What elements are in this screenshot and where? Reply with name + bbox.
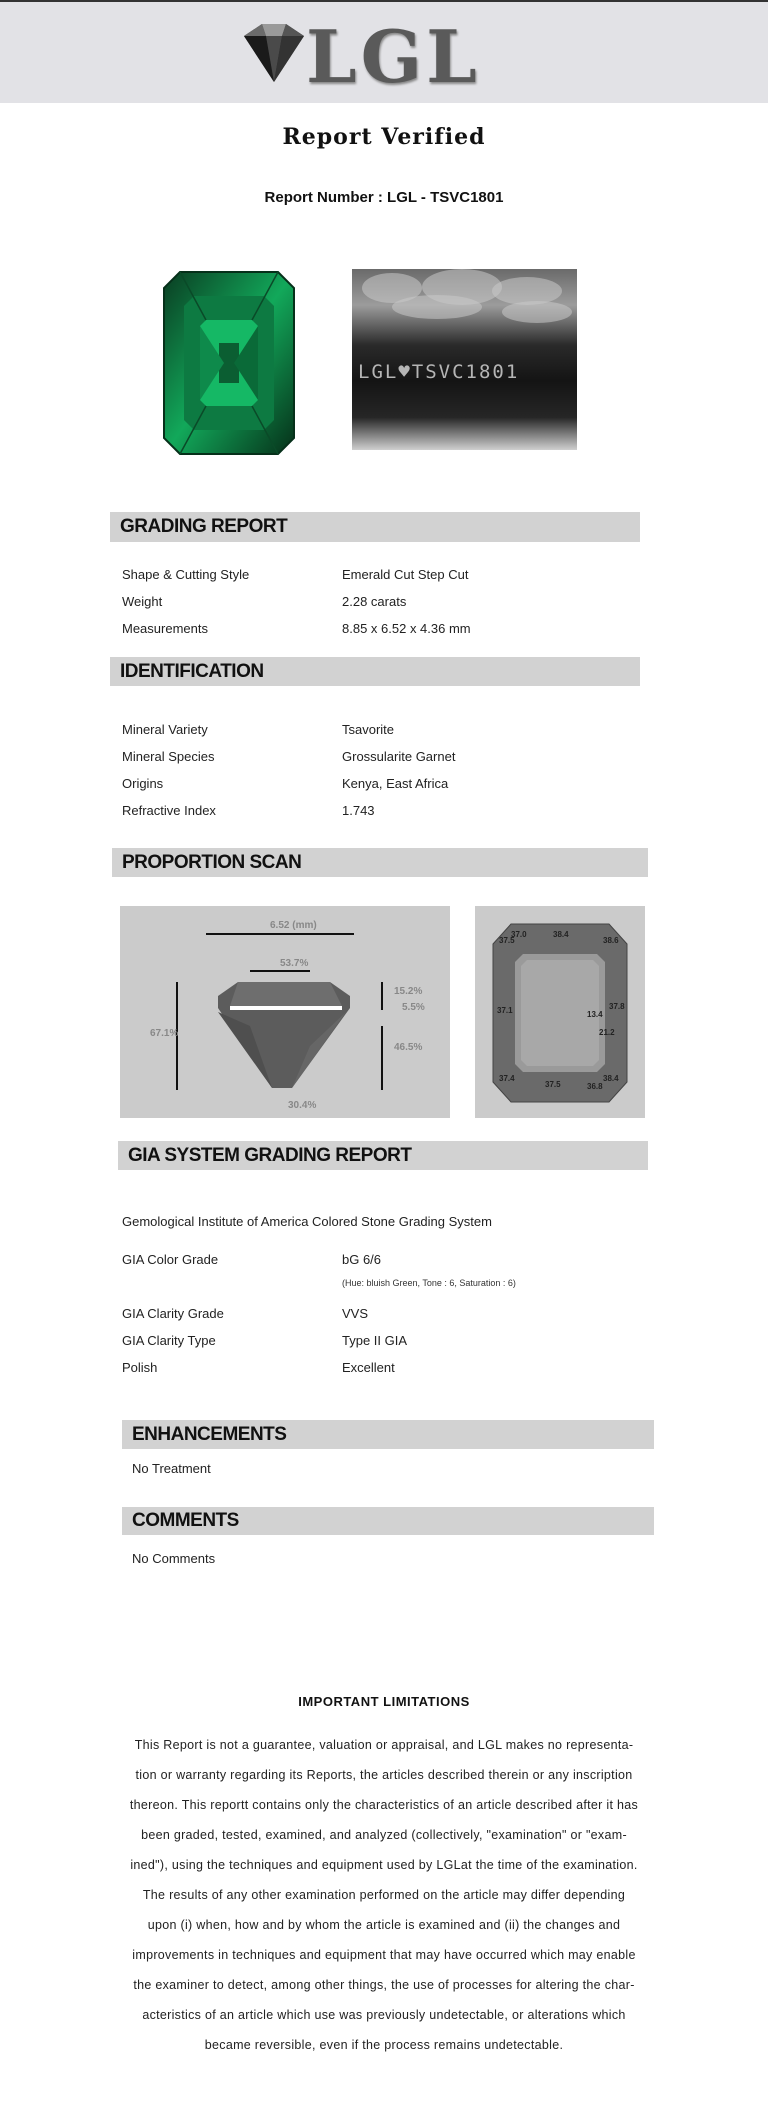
scan-width-label: 6.52 (mm) xyxy=(270,920,317,931)
top-label: 37.0 xyxy=(511,930,527,939)
top-label: 13.4 xyxy=(587,1010,603,1019)
limitations-heading: IMPORTANT LIMITATIONS xyxy=(298,1694,470,1709)
grading-report-heading: GRADING REPORT xyxy=(110,512,640,542)
report-number-label: Report Number : xyxy=(264,189,383,206)
row-label: Origins xyxy=(122,776,164,791)
limitations-line: tion or warranty regarding its Reports, the articles described therein or any inscription xyxy=(135,1768,633,1782)
row-value: bG 6/6 xyxy=(342,1252,382,1267)
row-label: Measurements xyxy=(122,621,208,636)
top-label: 37.4 xyxy=(499,1074,515,1083)
proportion-side-view xyxy=(120,906,450,1118)
top-label: 36.8 xyxy=(587,1082,603,1091)
row-label: GIA Clarity Type xyxy=(122,1333,216,1348)
row-value: 1.743 xyxy=(342,803,375,818)
row-value: VVS xyxy=(342,1306,369,1321)
gia-subtitle: Gemological Institute of America Colored Stone Grading System xyxy=(122,1214,492,1229)
scan-crown-label: 15.2% xyxy=(394,986,423,997)
limitations-line: upon (i) when, how and by whom the article is examined and (ii) the changes and xyxy=(147,1918,621,1932)
scan-girdle-label: 5.5% xyxy=(402,1002,425,1013)
top-label: 37.8 xyxy=(609,1002,625,1011)
row-value: 8.85 x 6.52 x 4.36 mm xyxy=(342,621,471,636)
proportion-top-view xyxy=(475,906,645,1118)
lgl-logo[interactable] xyxy=(236,14,486,99)
gem-photo xyxy=(134,268,324,458)
row-value: Tsavorite xyxy=(342,722,395,737)
row-value: Emerald Cut Step Cut xyxy=(342,567,469,582)
top-label: 37.5 xyxy=(545,1080,561,1089)
top-label: 37.1 xyxy=(497,1006,513,1015)
identification-heading: IDENTIFICATION xyxy=(110,657,640,686)
limitations-line: the examiner to detect, among other things, the use of processes for altering the char- xyxy=(133,1978,635,1992)
inscription-text: LGL♥TSVC1801 xyxy=(358,361,520,383)
diamond-icon xyxy=(236,22,310,84)
header-banner xyxy=(0,0,768,103)
limitations-line: The results of any other examination performed on the article may differ depending xyxy=(142,1888,626,1902)
top-label: 38.4 xyxy=(553,930,569,939)
row-label: Weight xyxy=(122,594,163,609)
report-number xyxy=(0,189,768,206)
scan-culet-label: 30.4% xyxy=(288,1100,317,1111)
top-label: 38.6 xyxy=(603,936,619,945)
row-label: Refractive Index xyxy=(122,803,216,818)
row-label: Shape & Cutting Style xyxy=(122,567,250,582)
row-value: Type II GIA xyxy=(342,1333,408,1348)
scan-table-label: 53.7% xyxy=(280,958,309,969)
gia-heading: GIA SYSTEM GRADING REPORT xyxy=(118,1141,648,1170)
row-value: Kenya, East Africa xyxy=(342,776,449,791)
comments-text: No Comments xyxy=(132,1551,216,1566)
row-label: GIA Clarity Grade xyxy=(122,1306,224,1321)
inscription-photo xyxy=(352,269,577,450)
gia-color-note: (Hue: bluish Green, Tone : 6, Saturation : 6) xyxy=(342,1278,516,1288)
limitations-line: improvements in techniques and equipment that may have occurred which may enable xyxy=(132,1948,636,1962)
row-label: Mineral Species xyxy=(122,749,215,764)
limitations-line: became reversible, even if the process remains undetectable. xyxy=(204,2038,564,2052)
limitations-line: been graded, tested, examined, and analyzed (collectively, "examination" or "exam- xyxy=(141,1828,627,1842)
row-value: Excellent xyxy=(342,1360,395,1375)
row-label: Mineral Variety xyxy=(122,722,208,737)
limitations-line: acteristics of an article which use was previously undetectable, or alterations which xyxy=(142,2008,626,2022)
row-label: Polish xyxy=(122,1360,158,1375)
scan-depth-label: 67.1% xyxy=(150,1028,179,1039)
enhancements-heading: ENHANCEMENTS xyxy=(122,1420,654,1449)
limitations-line: thereon. This reportt contains only the characteristics of an article described after it has xyxy=(129,1798,639,1812)
row-label: GIA Color Grade xyxy=(122,1252,219,1267)
page-title: Report Verified xyxy=(282,124,486,150)
proportion-scan-heading: PROPORTION SCAN xyxy=(112,848,648,877)
enhancements-text: No Treatment xyxy=(132,1461,211,1476)
top-label: 21.2 xyxy=(599,1028,615,1037)
top-label: 38.4 xyxy=(603,1074,619,1083)
limitations-line: ined"), using the techniques and equipment used by LGLat the time of the examination. xyxy=(130,1858,638,1872)
limitations-line: This Report is not a guarantee, valuation or appraisal, and LGL makes no representa- xyxy=(134,1738,634,1752)
report-number-value: LGL - TSVC1801 xyxy=(387,189,504,206)
top-label: 37.5 xyxy=(499,936,515,945)
scan-pavilion-label: 46.5% xyxy=(394,1042,423,1053)
comments-heading: COMMENTS xyxy=(122,1507,654,1535)
row-value: 2.28 carats xyxy=(342,594,407,609)
logo-text: LGL xyxy=(306,14,481,99)
row-value: Grossularite Garnet xyxy=(342,749,456,764)
